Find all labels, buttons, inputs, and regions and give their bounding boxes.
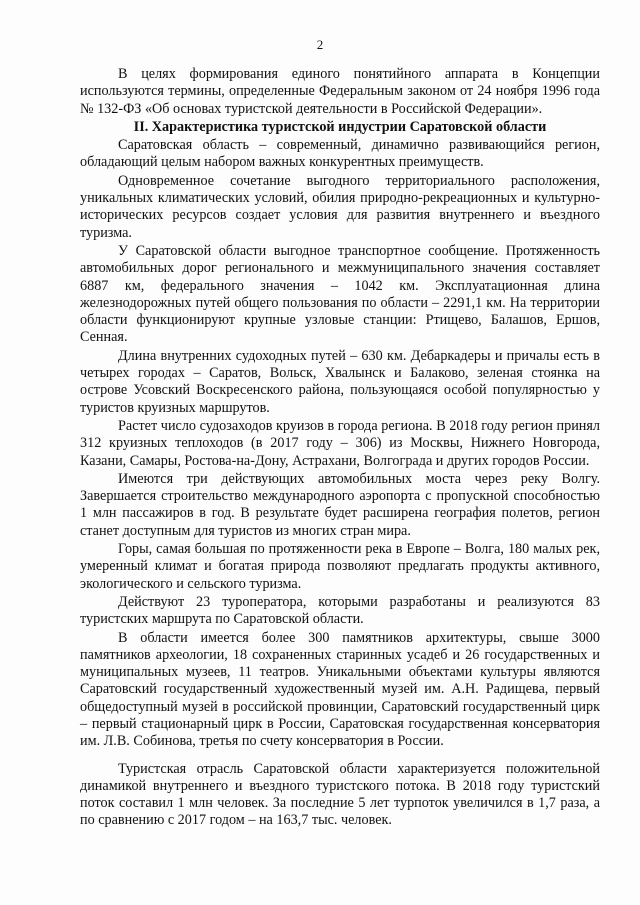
paragraph: Саратовская область – современный, динамично развивающийся регион, обладающий целым набором важных конкурентных преимуществ. xyxy=(80,137,600,171)
document-body xyxy=(80,66,600,830)
paragraph: У Саратовской области выгодное транспортное сообщение. Протяженность автомобильных дорог регионального и межмуниципального значения составляет 6887 км, федерального значения – 1042 км. Эксплуатационная длина железнодорожных путей общего пользования по области – 2291,1 км. На территории области функционируют крупные узловые станции: Ртищево, Балашов, Ершов, Сенная. xyxy=(80,242,600,346)
paragraph: Растет число судозаходов круизов в города региона. В 2018 году регион принял 312 круизных теплоходов (в 2017 году – 306) из Москвы, Нижнего Новгорода, Казани, Самары, Ростова-на-Дону, Астрахани, Волгограда и других городов России. xyxy=(80,417,600,469)
paragraph: Горы, самая большая по протяженности река в Европе – Волга, 180 малых рек, умеренный климат и богатая природа позволяют предлагать продукты активного, экологического и сельского туризма. xyxy=(80,541,600,592)
paragraph: Действуют 23 туроператора, которыми разработаны и реализуются 83 туристских маршрута по Саратовской области. xyxy=(80,593,600,628)
paragraph-intro: В целях формирования единого понятийного аппарата в Концепции используются термины, определенные Федеральным законом от 24 ноября 1996 года № 132-ФЗ «Об основах туристской деятельности в Российской Федерации». xyxy=(80,66,600,117)
paragraph: Одновременное сочетание выгодного территориального расположения, уникальных климатических условий, обилия природно-рекреационных и культурно-исторических ресурсов создает условия для развития внутреннего и въездного туризма. xyxy=(80,172,600,241)
paragraph: Длина внутренних судоходных путей – 630 км. Дебаркадеры и причалы есть в четырех городах – Саратов, Вольск, Хвалынск и Балаково, зеленая стоянка на острове Усовский Воскресенского района, пользующаяся особой популярностью у туристов круизных маршрутов. xyxy=(80,347,600,416)
paragraph: Имеются три действующих автомобильных моста через реку Волгу. Завершается строительство международного аэропорта с пропускной способностью 1 млн пассажиров в год. В результате будет расширена география полетов, регион станет доступным для туристов из многих стран мира. xyxy=(80,470,600,539)
paragraph: Туристская отрасль Саратовской области характеризуется положительной динамикой внутреннего и въездного туристского потока. В 2018 году туристский поток составил 1 млн человек. За последние 5 лет турпоток увеличился в 1,7 раза, а по сравнению с 2017 годом – на 163,7 тыс. человек. xyxy=(80,760,600,829)
section-heading: II. Характеристика туристской индустрии Саратовской области xyxy=(133,118,547,135)
paragraph: В области имеется более 300 памятников архитектуры, свыше 3000 памятников археологии, 18 сохраненных старинных усадеб и 26 государственных и муниципальных музеев, 11 театров. Уникальными объектами культуры являются Саратовский государственный художественный музей им. А.Н. Радищева, первый общедоступный музей в российской провинции, Саратовский государственный цирк – первый стационарный цирк в России, Саратовская государственная консерватория им. Л.В. Собинова, третья по счету консерватория в России. xyxy=(80,629,600,750)
page-number: 2 xyxy=(316,37,324,52)
